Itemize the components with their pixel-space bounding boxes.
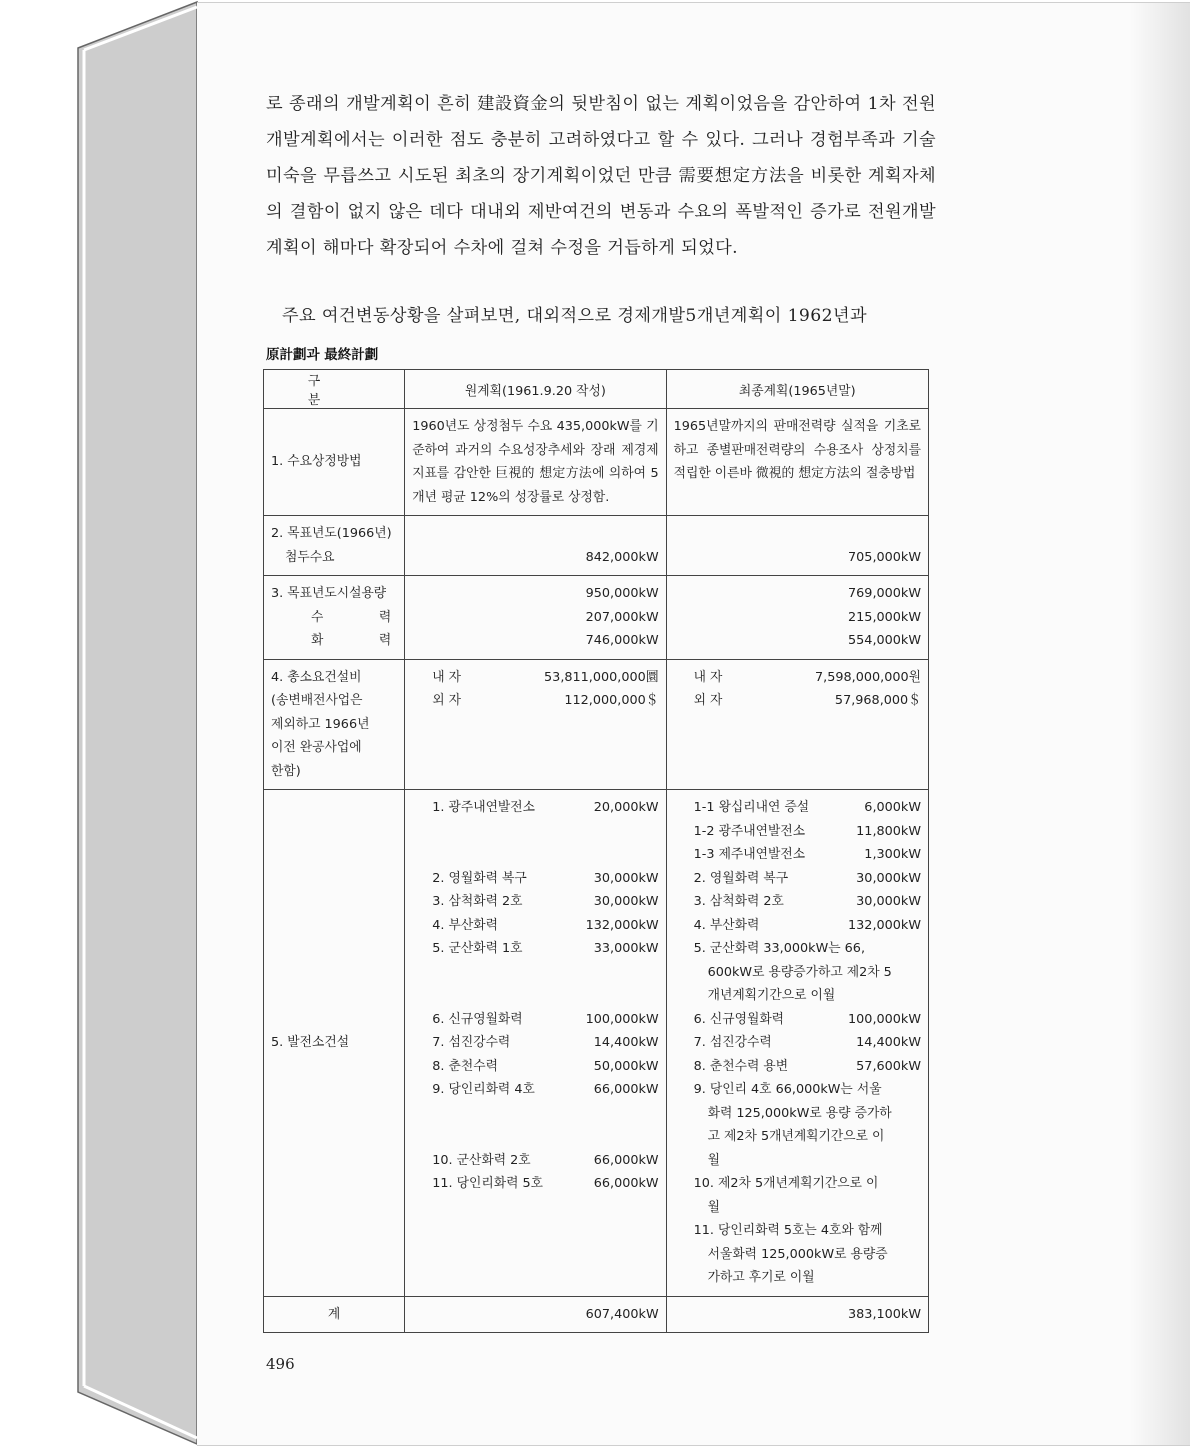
final-value: 705,000kW — [848, 549, 921, 565]
list-item: 5. 군산화력 33,000kW는 66, 600kW로 용량증가하고 제2차 5 개년계획기간으로 이월 — [693, 941, 892, 1003]
final-value: 215,000kW — [848, 609, 921, 625]
header-original-plan: 원계획(1961.9.20 작성) — [405, 370, 666, 409]
table-total-row — [264, 1296, 929, 1333]
original-value: 842,000kW — [585, 549, 659, 565]
table-row — [264, 516, 929, 576]
list-item: 10. 군산화력 2호 66,000kW — [432, 1152, 659, 1168]
foreign-label: 외 자 — [432, 693, 461, 708]
list-item: 7. 섬진강수력 14,400kW — [432, 1035, 659, 1050]
list-item: 11. 당인리화력 5호 66,000kW — [432, 1176, 659, 1191]
list-item: 6. 신규영월화력 100,000kW — [693, 1011, 921, 1027]
row-label: 이전 완공사업에 — [271, 740, 362, 755]
row-label: 한함) — [271, 763, 301, 779]
original-value: 207,000kW — [585, 609, 659, 625]
body-paragraph-2: 주요 여건변동상황을 살펴보면, 대외적으로 경제개발5개년계획이 1962년과 — [282, 306, 867, 326]
list-item: 11. 당인리화력 5호는 4호와 함께 서울화력 125,000kW로 용량증 가하고 후기로 이월 — [693, 1223, 888, 1285]
sublabel-thermal-a: 화 — [311, 633, 324, 648]
list-item: 5. 군산화력 1호 33,000kW — [432, 941, 659, 956]
original-value: 746,000kW — [585, 633, 659, 648]
page-number: 496 — [266, 1355, 295, 1373]
final-value: 554,000kW — [848, 633, 921, 648]
original-value: 950,000kW — [585, 586, 659, 601]
row-label: 제외하고 1966년 — [271, 716, 370, 732]
row-label: 1. 수요상정방법 — [271, 454, 362, 470]
row-label: 3. 목표년도시설용량 — [271, 586, 387, 601]
list-item: 10. 제2차 5개년계획기간으로 이 월 — [693, 1176, 879, 1215]
final-method: 1965년말까지의 판매전력량 실적을 기초로 하고 종별판매전력량의 수용조사 상정치를 적립한 이른바 微視的 想定方法의 절충방법 — [673, 419, 921, 481]
row-label: 2. 목표년도(1966년) — [271, 526, 392, 541]
list-item: 3. 삼척화력 2호 30,000kW — [432, 894, 659, 909]
page-gutter-shadow — [1130, 3, 1190, 1445]
final-value: 769,000kW — [848, 586, 921, 601]
sublabel-hydro-b: 력 — [378, 609, 392, 625]
list-item: 6. 신규영월화력 100,000kW — [432, 1011, 659, 1027]
table-row — [264, 576, 929, 660]
foreign-value: 57,968,000＄ — [834, 693, 921, 708]
row-label: (송변배전사업은 — [271, 693, 363, 708]
sublabel-thermal-b: 력 — [378, 633, 392, 648]
list-item: 1-3 제주내연발전소 1,300kW — [693, 847, 921, 862]
row-sublabel: 첨두수요 — [285, 549, 335, 565]
list-item: 2. 영월화력 복구 30,000kW — [432, 870, 659, 886]
sublabel-hydro-a: 수 — [311, 609, 324, 625]
table-row — [264, 409, 929, 516]
list-item: 4. 부산화력 132,000kW — [432, 917, 659, 933]
list-item: 9. 당인리 4호 66,000kW는 서울 화력 125,000kW로 용량 증가하 고 제2차 5개년계획기간으로 이 월 — [693, 1082, 892, 1168]
list-item: 3. 삼척화력 2호 30,000kW — [693, 894, 921, 909]
list-item: 7. 섬진강수력 14,400kW — [693, 1035, 921, 1050]
plan-comparison-table — [263, 369, 929, 1333]
body-paragraph-1: 로 종래의 개발계획이 흔히 建設資金의 뒷받침이 없는 계획이었음을 감안하여 1차 전원개발계획에서는 이러한 점도 충분히 고려하였다고 할 수 있다. 그러나 경험부족과 기술미숙을 무릅쓰고 시도된 최초의 장기계획이었던 만큼 需要想定方法을 비롯한 계획자체의 결함이 없지 않은 데다 대내외 제반여건의 변동과 수요의 폭발적인 증가로 전원개발계획이 해마다 확장되어 수차에 걸쳐 수정을 거듭하게 되었다. — [266, 94, 936, 258]
list-item: 1-2 광주내연발전소 11,800kW — [693, 823, 921, 839]
list-item: 8. 춘천수력 용변 57,600kW — [693, 1058, 921, 1074]
book-spine-shape — [78, 2, 197, 1444]
table-caption: 原計劃과 最終計劃 — [266, 347, 379, 363]
total-label: 계 — [327, 1306, 341, 1322]
table-row — [264, 659, 929, 790]
table-header-row — [264, 370, 929, 409]
domestic-label: 내 자 — [693, 669, 723, 685]
original-total: 607,400kW — [585, 1306, 659, 1322]
row-label: 5. 발전소건설 — [271, 1035, 350, 1050]
original-method: 1960년도 상정첨두 수요 435,000kW를 기준하여 과거의 수요성장추세와 장래 제경제지표를 감안한 巨視的 想定方法에 의하여 5개년 평균 12%의 성장률로 상정함. — [412, 419, 659, 505]
list-item: 1. 광주내연발전소 20,000kW — [432, 800, 659, 815]
foreign-value: 112,000,000＄ — [564, 693, 659, 708]
list-item: 2. 영월화력 복구 30,000kW — [693, 870, 921, 886]
row-label: 4. 총소요건설비 — [271, 669, 362, 685]
header-category: 구 분 — [264, 370, 405, 409]
domestic-value: 7,598,000,000원 — [815, 669, 921, 685]
list-item: 9. 당인리화력 4호 66,000kW — [432, 1082, 659, 1097]
table-row — [264, 790, 929, 1297]
final-total: 383,100kW — [848, 1306, 921, 1322]
foreign-label: 외 자 — [693, 693, 723, 708]
domestic-label: 내 자 — [432, 669, 461, 685]
list-item: 4. 부산화력 132,000kW — [693, 917, 921, 933]
domestic-value: 53,811,000,000圜 — [544, 669, 659, 685]
list-item: 1-1 왕십리내연 증설 6,000kW — [693, 800, 921, 815]
header-final-plan: 최종계획(1965년말) — [666, 370, 928, 409]
list-item: 8. 춘천수력 50,000kW — [432, 1058, 659, 1074]
